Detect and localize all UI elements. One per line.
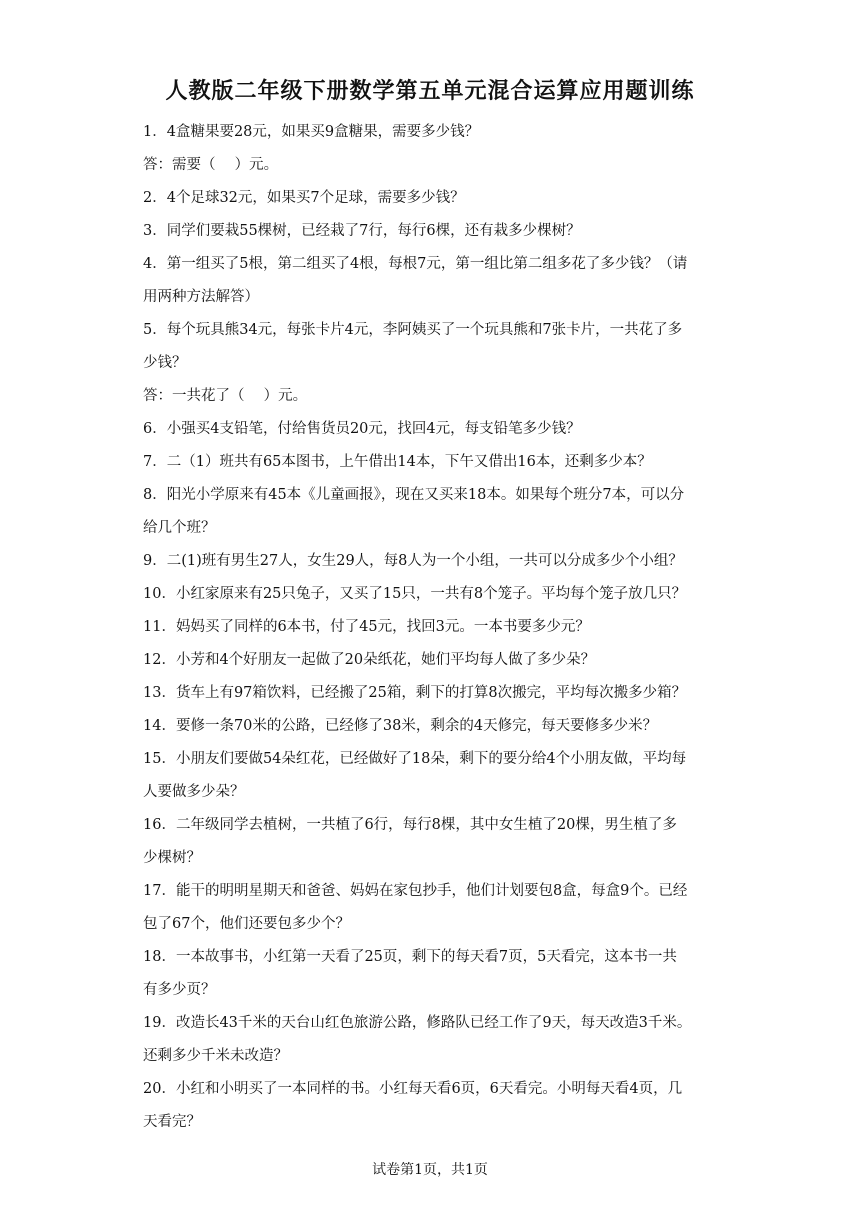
question-line-continued: 给几个班？ bbox=[143, 520, 216, 536]
question-line: 2．4个足球32元，如果买7个足球，需要多少钱？ bbox=[143, 190, 465, 206]
question-line-continued: 少棵树？ bbox=[143, 850, 201, 866]
question-line: 19．改造长43千米的天台山红色旅游公路，修路队已经工作了9天，每天改造3千米。 bbox=[143, 1015, 692, 1031]
question-line: 20．小红和小明买了一本同样的书。小红每天看6页，6天看完。小明每天看4页，几 bbox=[143, 1081, 683, 1097]
question-line: 18．一本故事书，小红第一天看了25页，剩下的每天看7页，5天看完，这本书一共 bbox=[143, 949, 677, 965]
question-line: 7．二（1）班共有65本图书，上午借出14本，下午又借出16本，还剩多少本？ bbox=[143, 454, 652, 470]
question-line-continued: 天看完？ bbox=[143, 1114, 201, 1130]
question-line-continued: 还剩多少千米未改造？ bbox=[143, 1048, 288, 1064]
page-title: 人教版二年级下册数学第五单元混合运算应用题训练 bbox=[165, 79, 695, 104]
question-line: 8．阳光小学原来有45本《儿童画报》，现在又买来18本。如果每个班分7本，可以分 bbox=[143, 487, 685, 503]
answer-line: 答：需要（ ）元。 bbox=[143, 157, 279, 173]
question-line: 3．同学们要栽55棵树，已经栽了7行，每行6棵，还有栽多少棵树？ bbox=[143, 223, 581, 239]
question-line: 14．要修一条70米的公路，已经修了38米，剩余的4天修完，每天要修多少米？ bbox=[143, 718, 658, 734]
question-line: 6．小强买4支铅笔，付给售货员20元，找回4元，每支铅笔多少钱？ bbox=[143, 421, 581, 437]
question-line-continued: 用两种方法解答） bbox=[143, 289, 259, 305]
question-line: 11．妈妈买了同样的6本书，付了45元，找回3元。一本书要多少元？ bbox=[143, 619, 590, 635]
question-line-continued: 少钱？ bbox=[143, 355, 187, 371]
answer-line: 答：一共花了（ ）元。 bbox=[143, 388, 308, 404]
question-line: 5．每个玩具熊34元，每张卡片4元，李阿姨买了一个玩具熊和7张卡片，一共花了多 bbox=[143, 322, 683, 338]
question-line-continued: 有多少页？ bbox=[143, 982, 216, 998]
question-line: 16．二年级同学去植树，一共植了6行，每行8棵，其中女生植了20棵，男生植了多 bbox=[143, 817, 677, 833]
question-line: 9．二(1)班有男生27人，女生29人，每8人为一个小组，一共可以分成多少个小组？ bbox=[143, 553, 683, 569]
question-line: 15．小朋友们要做54朵红花，已经做好了18朵，剩下的要分给4个小朋友做，平均每 bbox=[143, 751, 687, 767]
question-line: 17．能干的明明星期天和爸爸、妈妈在家包抄手，他们计划要包8盒，每盒9个。已经 bbox=[143, 883, 688, 899]
question-line: 4．第一组买了5根，第二组买了4根，每根7元，第一组比第二组多花了多少钱？（请 bbox=[143, 256, 688, 272]
question-line: 1．4盒糖果要28元，如果买9盒糖果，需要多少钱？ bbox=[143, 124, 480, 140]
question-line-continued: 人要做多少朵？ bbox=[143, 784, 245, 800]
page-footer: 试卷第1页，共1页 bbox=[372, 1162, 488, 1178]
question-line: 10．小红家原来有25只兔子，又买了15只，一共有8个笼子。平均每个笼子放几只？ bbox=[143, 586, 687, 602]
question-line: 13．货车上有97箱饮料，已经搬了25箱，剩下的打算8次搬完，平均每次搬多少箱？ bbox=[143, 685, 687, 701]
question-line-continued: 包了67个，他们还要包多少个？ bbox=[143, 916, 350, 932]
question-list bbox=[143, 116, 723, 1139]
question-line: 12．小芳和4个好朋友一起做了20朵纸花，她们平均每人做了多少朵？ bbox=[143, 652, 596, 668]
